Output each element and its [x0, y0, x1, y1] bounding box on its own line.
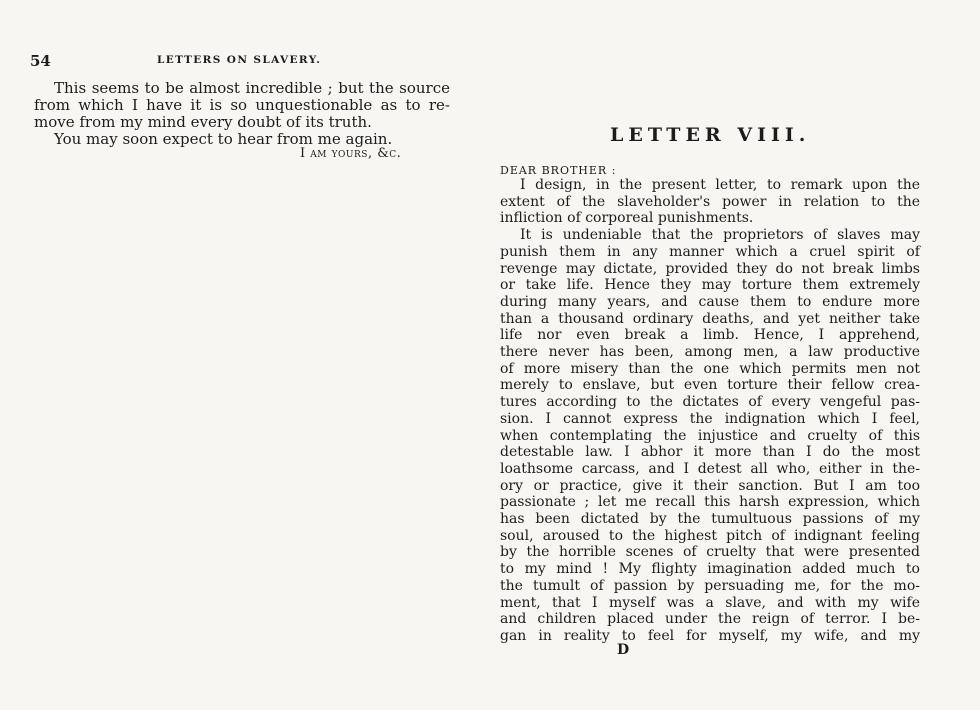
text-line: there never has been, among men, a law productive [500, 344, 920, 361]
text-line: to my mind ! My flighty imagination added much to [500, 561, 920, 578]
text-line: ment, that I myself was a slave, and with my wife [500, 594, 920, 611]
text-line: loathsome carcass, and I detest all who, either in the- [500, 460, 920, 477]
text-line: extent of the slaveholder's power in relation to the [500, 193, 920, 210]
text-line: merely to enslave, but even torture their fellow crea- [500, 377, 920, 394]
text-line: has been dictated by the tumultuous passions of my [500, 511, 920, 528]
text-line: revenge may dictate, provided they do not break limbs [500, 260, 920, 277]
page-number: 54 [30, 52, 51, 70]
letter-body [500, 177, 920, 645]
text-line: passionate ; let me recall this harsh expression, which [500, 494, 920, 511]
text-line: the tumult of passion by persuading me, for the mo- [500, 577, 920, 594]
signature-mark: D [617, 642, 630, 658]
right-page [490, 0, 980, 710]
text-line: move from my mind every doubt of its truth. [34, 113, 372, 131]
text-line: detestable law. I abhor it more than I do the most [500, 444, 920, 461]
running-head: LETTERS ON SLAVERY. [157, 54, 322, 66]
signature: I am yours, &c. [300, 146, 402, 161]
text-line: or take life. Hence they may torture them extremely [500, 277, 920, 294]
text-line: life nor even break a limb. Hence, I apprehend, [500, 327, 920, 344]
text-line: This seems to be almost incredible ; but the source [54, 79, 450, 97]
salutation: DEAR BROTHER : [500, 164, 617, 177]
text-line: during many years, and cause them to endure more [500, 293, 920, 310]
text-line: soul, aroused to the highest pitch of indignant feeling [500, 527, 920, 544]
text-line: gan in reality to feel for myself, my wife, and my [500, 627, 920, 644]
text-line: than a thousand ordinary deaths, and yet neither take [500, 310, 920, 327]
left-page-text [34, 80, 450, 148]
left-page [0, 0, 470, 710]
text-line: sion. I cannot express the indignation which I feel, [500, 410, 920, 427]
text-line: It is undeniable that the proprietors of slaves may [520, 227, 920, 244]
text-line: by the horrible scenes of cruelty that were presented [500, 544, 920, 561]
text-line: of more misery than the one which permits men not [500, 360, 920, 377]
text-line: punish them in any manner which a cruel spirit of [500, 243, 920, 260]
text-line: from which I have it is so unquestionable as to re- [34, 96, 450, 114]
letter-title: LETTER VIII. [610, 124, 811, 146]
text-line: ory or practice, give it their sanction. But I am too [500, 477, 920, 494]
text-line: when contemplating the injustice and cruelty of this [500, 427, 920, 444]
text-line: I design, in the present letter, to remark upon the [520, 177, 920, 193]
text-line: tures according to the dictates of every vengeful pas- [500, 394, 920, 411]
text-line: You may soon expect to hear from me again. [54, 130, 393, 148]
text-line: infliction of corporeal punishments. [500, 210, 754, 227]
text-line: and children placed under the reign of terror. I be- [500, 611, 920, 628]
